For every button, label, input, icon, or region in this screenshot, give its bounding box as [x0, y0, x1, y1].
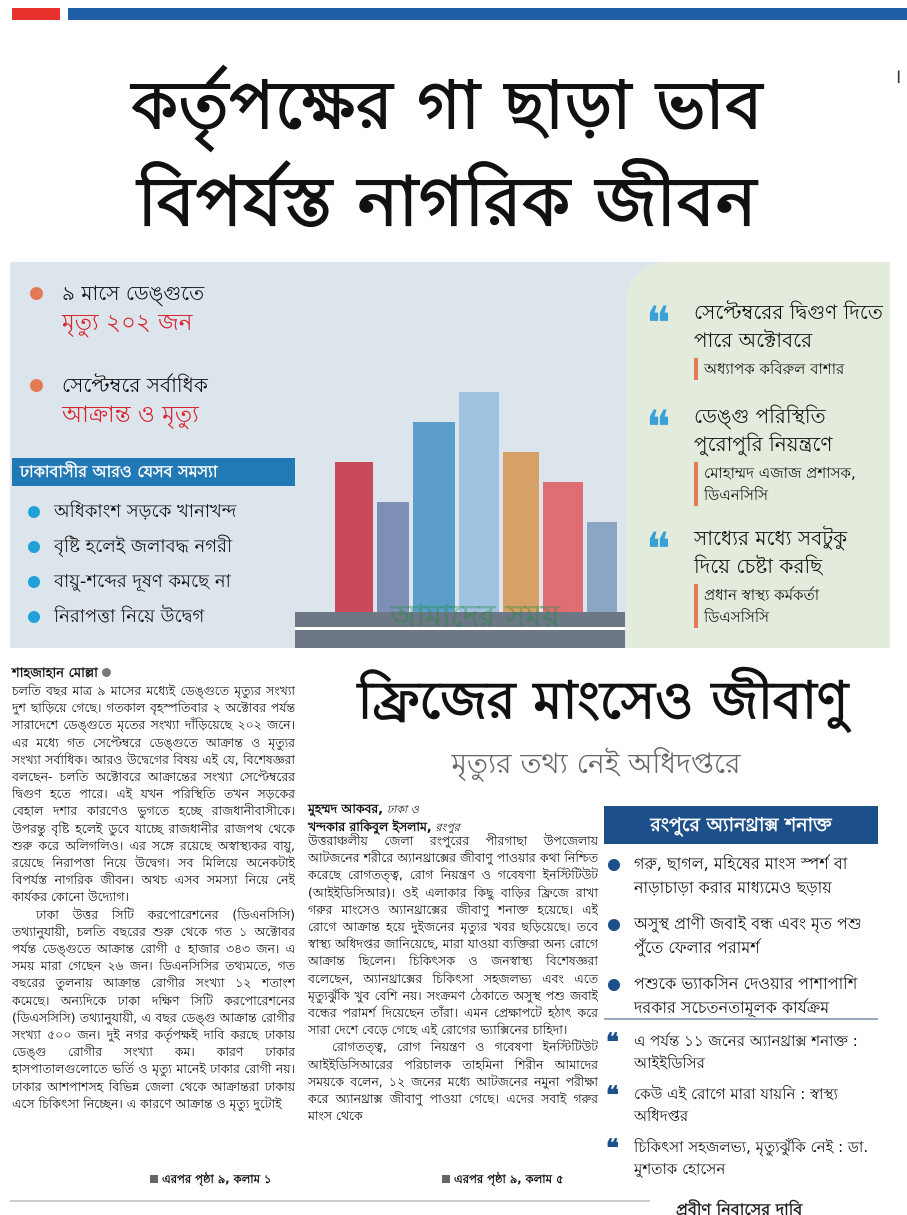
- stat-september: [30, 370, 208, 430]
- problems-banner: ঢাকাবাসীর আরও যেসব সমস্যা: [12, 458, 296, 486]
- problems-list: [28, 494, 236, 634]
- bullet-icon: [28, 506, 40, 518]
- paragraph: উত্তরাঞ্চলীয় জেলা রংপুরের পীরগাছা উপজেলায় আটজনের শরীরে অ্যানথ্রাক্সের জীবাণু পাওয়ার কথা নিশ্চিত করেছে রোগতত্ত্ব, রোগ নিয়ন্ত্রণ ও গবেষণা ইনস্টিটিউট (আইইডিসিআর)। ওই এলাকার কিছু বাড়ির ফ্রিজে রাখা গরুর মাংসেও অ্যানথ্রাক্সের জীবাণু শনাক্ত হয়েছে। এই রোগে আক্রান্ত হয়ে দুইজনের মৃত্যুর খবর ছড়িয়েছে। তবে স্বাস্থ্য অধিদপ্তর জানিয়েছে, মারা যাওয়া ব্যক্তিরা অন্য রোগে আক্রান্ত ছিলেন। চিকিৎসক ও জনস্বাস্থ্য বিশেষজ্ঞরা বলেছেন, অ্যানথ্রাক্সের চিকিৎসা সহজলভ্য এবং এতে মৃত্যুঝুঁকি খুব বেশি নয়। সংক্রমণ ঠেকাতে অসুস্থ পশু জবাই বন্ধের পরামর্শ দিয়েছেন তাঁরা। এমন প্রেক্ষাপটে হঠাৎ করে সারা দেশে বেড়ে গেছে এই রোগের ভ্যাক্সিনের চাহিদা।: [308, 833, 598, 1038]
- square-icon: [442, 1175, 450, 1183]
- stat-bullet: [30, 379, 43, 392]
- quote-1: [646, 298, 886, 380]
- sidebar-divider: [604, 1018, 878, 1020]
- bullet-icon: [28, 611, 40, 623]
- quote-source: অধ্যাপক কবিরুল বাশার: [694, 358, 886, 380]
- bullet-icon: [28, 541, 40, 553]
- stat-deaths-label: ৯ মাসে ডেঙ্গুতে: [62, 281, 205, 305]
- stat-bullet: [30, 287, 43, 300]
- bullet-icon: [28, 576, 40, 588]
- second-story-body: [308, 832, 598, 1184]
- anthrax-facts-list: [606, 852, 886, 1032]
- list-item: অধিকাংশ সড়কে খানাখন্দ: [28, 494, 236, 529]
- list-item: ❝ চিকিৎসা সহজলভ্য, মৃত্যুঝুঁকি নেই : ডা. মুশতাক হোসেন: [606, 1133, 869, 1178]
- left-article-continued[interactable]: এরপর পৃষ্ঠা ৯, কলাম ১: [150, 1171, 271, 1190]
- dengue-infographic: [10, 262, 890, 648]
- quote-icon: ❝: [606, 1027, 619, 1056]
- stat-deaths: [30, 278, 204, 338]
- list-item: নিরাপত্তা নিয়ে উদ্বেগ: [28, 599, 236, 634]
- second-story-continued[interactable]: এরপর পৃষ্ঠা ৯, কলাম ৫: [442, 1171, 563, 1190]
- quote-icon: ❝: [646, 296, 671, 350]
- list-item: বায়ু-শব্দের দূষণ কমছে না: [28, 564, 236, 599]
- list-item: অসুস্থ প্রাণী জবাই বন্ধ এবং মৃত পশু পুঁতে ফেলার পরামর্শ: [606, 912, 886, 960]
- square-icon: [150, 1175, 158, 1183]
- quote-source: প্রধান স্বাস্থ্য কর্মকর্তা ডিএসসিসি: [694, 584, 886, 628]
- bullet-icon: [608, 859, 620, 871]
- quote-text: ডেঙ্গু পরিস্থিতি পুরোপুরি নিয়ন্ত্রণে: [694, 404, 833, 456]
- main-headline-line1: কর্তৃপক্ষের গা ছাড়া ভাব: [131, 67, 764, 144]
- left-article-body: [12, 682, 295, 1182]
- top-red-bar: [12, 8, 60, 20]
- byline-dot-icon: [102, 668, 111, 677]
- second-subheadline: মৃত্যুর তথ্য নেই অধিদপ্তরে: [451, 747, 741, 780]
- paragraph: চলতি বছর মাত্র ৯ মাসের মধ্যেই ডেঙ্গুতে মৃত্যুর সংখ্যা দুশ ছাড়িয়ে গেছে। গতকাল বৃহস্পতিবার ২ অক্টোবর পর্যন্ত সারাদেশে ডেঙ্গুতে মৃতের সংখ্যা দাঁড়িয়েছে ২০২ জনে। এর মধ্যে গত সেপ্টেম্বরে ডেঙ্গুতে আক্রান্ত ও মৃত্যুর সংখ্যা সর্বাধিক। আরও উদ্বেগের বিষয় এই যে, বিশেষজ্ঞরা বলছেন- চলতি অক্টোবরে আক্রান্তের সংখ্যা সেপ্টেম্বরের দ্বিগুণ হতে পারে। এই যখন পরিস্থিতি তখন সড়কের বেহাল দশার কারণেও ভুগতে হচ্ছে রাজধানীবাসীকে। উপরন্তু বৃষ্টি হলেই ডুবে যাচ্ছে রাজধানীর রাজপথ থেকে শুরু করে অলিগলিও। এর সঙ্গে রয়েছে অস্বাস্থ্যকর বায়ু, রয়েছে নিরাপত্তা নিয়ে উদ্বেগ। সব মিলিয়ে অনেকটাই বিপর্যস্ত নাগরিক জীবন। অথচ এসব সমস্যা নিয়ে নেই কার্যকর কোনো উদ্যোগ।: [12, 683, 295, 905]
- watermark-logo: আমাদের সময়: [390, 599, 560, 634]
- bottom-divider: [10, 1200, 650, 1202]
- paragraph: ঢাকা উত্তর সিটি করপোরেশনের (ডিএনসিসি) তথ্যানুযায়ী, চলতি বছরের শুরু থেকে গত ১ অক্টোবর পর্যন্ত ডেঙ্গুতে আক্রান্ত রোগী ৫ হাজার ৩৪৩ জন। এ সময় মারা গেছেন ২৬ জন। ডিএনসিসির তথ্যমতে, গত বছরের তুলনায় আক্রান্ত রোগীর সংখ্যা ১২ শতাংশ কমেছে। অন্যদিকে ঢাকা দক্ষিণ সিটি করপোরেশনের (ডিএসসিসি) তথ্যানুযায়ী, এ বছর ডেঙ্গু আক্রান্ত রোগীর সংখ্যা ৫০০ জন। দুই নগর কর্তৃপক্ষই দাবি করছে ঢাকায় ডেঙ্গু রোগীর সংখ্যা কম। কারণ ঢাকার হাসপাতালগুলোতে ভর্তি ও মৃত্যু মানেই ঢাকার রোগী নয়। ঢাকার আশপাশসহ বিভিন্ন জেলা থেকে আক্রান্তরা ঢাকায় এসে চিকিৎসা নিচ্ছেন। এ কারণে আক্রান্ত ও মৃত্যু দুটোই: [12, 906, 295, 1111]
- anthrax-sidebar-title: রংপুরে অ্যানথ্রাক্স শনাক্ত: [604, 806, 878, 844]
- quote-text: সাধ্যের মধ্যে সবটুকু দিয়ে চেষ্টা করছি: [694, 526, 848, 578]
- quote-icon: ❝: [606, 1080, 619, 1109]
- quote-3: [646, 524, 886, 628]
- stat-september-label: সেপ্টেম্বরে সর্বাধিক: [62, 373, 208, 397]
- bullet-icon: [608, 919, 620, 931]
- top-blue-bar: [68, 8, 907, 20]
- list-item: পশুকে ভ্যাকসিন দেওয়ার পাশাপাশি দরকার সচেতনতামূলক কার্যক্রম: [606, 972, 886, 1020]
- quote-icon: ❝: [646, 522, 671, 576]
- quote-text: সেপ্টেম্বরের দ্বিগুণ দিতে পারে অক্টোবরে: [694, 300, 883, 352]
- second-story-byline: মুহম্মদ আকবর, ঢাকা ও খন্দকার রাকিবুল ইসলাম, রংপুর: [308, 801, 460, 834]
- bullet-icon: [608, 979, 620, 991]
- stat-deaths-value: মৃত্যু ২০২ জন: [62, 310, 193, 336]
- paragraph: রোগতত্ত্ব, রোগ নিয়ন্ত্রণ ও গবেষণা ইনস্টিটিউট আইইডিসিআরের পরিচালক তাহমিনা শিরীন আমাদের সময়কে বলেন, ১২ জনের মধ্যে আটজনের নমুনা পরীক্ষা করে অ্যানথ্রাক্স জীবাণু পাওয়া গেছে। এদের সবাই গরুর মাংস থেকে: [308, 1039, 598, 1124]
- quote-source: মোহাম্মদ এজাজ প্রশাসক, ডিএনসিসি: [694, 462, 886, 506]
- main-headline-line2: বিপর্যস্ত নাগরিক জীবন: [137, 163, 758, 242]
- second-headline: ফ্রিজের মাংসেও জীবাণু: [357, 671, 849, 731]
- anthrax-quotes-list: [606, 1027, 886, 1189]
- quote-icon: ❝: [606, 1133, 619, 1162]
- list-item: ❝ এ পর্যন্ত ১১ জনের অ্যানথ্রাক্স শনাক্ত : আইইডিসির: [606, 1027, 858, 1072]
- list-item: বৃষ্টি হলেই জলাবদ্ধ নগরী: [28, 529, 236, 564]
- list-item: ❝ কেউ এই রোগে মারা যায়নি : স্বাস্থ্য অধিদপ্তর: [606, 1080, 838, 1125]
- quote-2: [646, 402, 886, 506]
- list-item: গরু, ছাগল, মহিষের মাংস স্পর্শ বা নাড়াচাড়া করার মাধ্যমেও ছড়ায়: [606, 852, 886, 900]
- quote-icon: ❝: [646, 400, 671, 454]
- adjacent-page-fragment: ।: [894, 64, 902, 88]
- next-headline-fragment: প্রবীণ নিবাসের দাবি: [676, 1200, 803, 1215]
- left-article-author: শাহজাহান মোল্লা: [12, 664, 111, 685]
- stat-september-value: আক্রান্ত ও মৃত্যু: [62, 402, 199, 428]
